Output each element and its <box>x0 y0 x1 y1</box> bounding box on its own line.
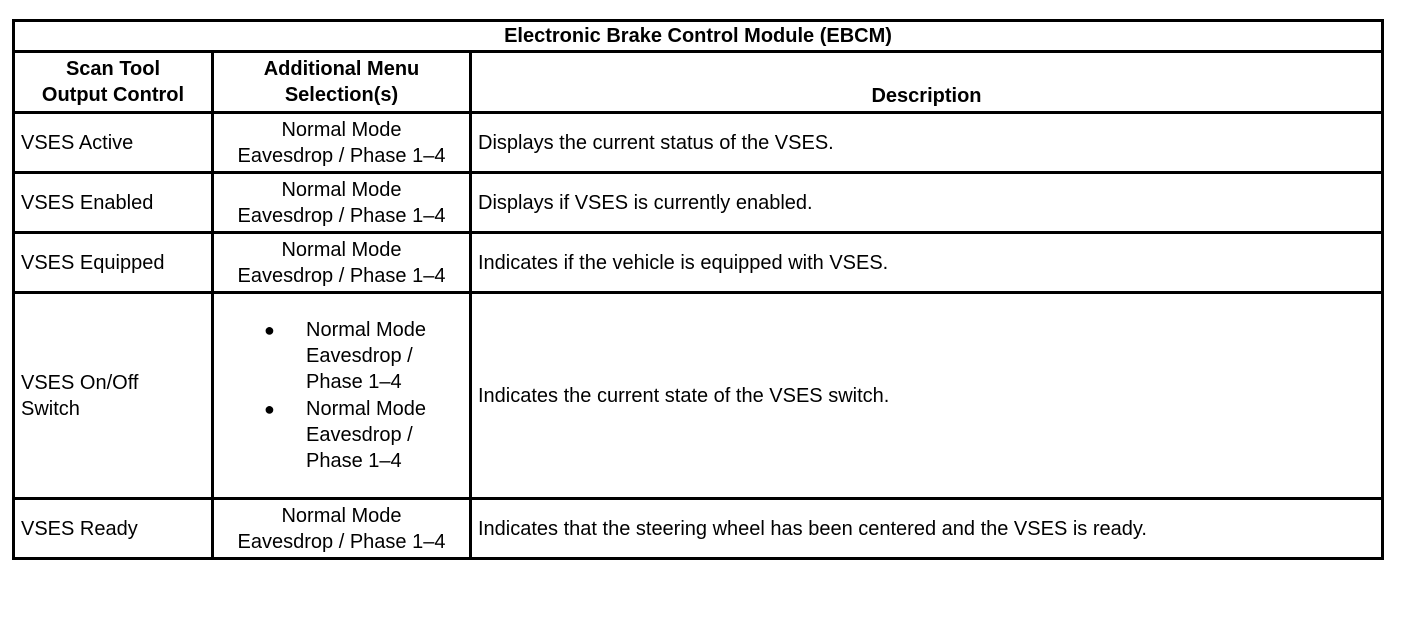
menu-bullet-list <box>220 317 463 474</box>
header-menu-line2: Selection(s) <box>284 84 399 106</box>
header-description: Description <box>471 52 1383 113</box>
table-title-row <box>14 21 1383 52</box>
bullet-dot-icon: ● <box>264 319 275 340</box>
ebcm-table <box>12 19 1384 560</box>
list-item <box>256 317 463 395</box>
row-output-control: VSES Enabled <box>14 173 213 233</box>
bullet-line2: Eavesdrop / <box>306 423 413 446</box>
table-row <box>14 293 1383 499</box>
menu-line2: Eavesdrop / Phase 1–4 <box>237 144 446 167</box>
bullet-line2: Eavesdrop / <box>306 344 413 367</box>
bullet-line1: Normal Mode <box>306 397 427 420</box>
row-description: Displays if VSES is currently enabled. <box>471 173 1383 233</box>
row-menu-selection <box>213 293 471 499</box>
table-row <box>14 499 1383 559</box>
table-row <box>14 173 1383 233</box>
menu-line2: Eavesdrop / Phase 1–4 <box>237 264 446 287</box>
row-output-control: VSES Equipped <box>14 233 213 293</box>
header-menu-selection <box>213 52 471 113</box>
bullet-line3: Phase 1–4 <box>306 370 402 393</box>
row-menu-selection <box>213 113 471 173</box>
table-title: Electronic Brake Control Module (EBCM) <box>14 21 1383 52</box>
row-description: Indicates if the vehicle is equipped with VSES. <box>471 233 1383 293</box>
menu-line1: Normal Mode <box>281 118 402 141</box>
row-description: Displays the current status of the VSES. <box>471 113 1383 173</box>
header-output-control-line1: Scan Tool <box>65 58 161 80</box>
row-menu-selection <box>213 499 471 559</box>
menu-line2: Eavesdrop / Phase 1–4 <box>237 204 446 227</box>
menu-line1: Normal Mode <box>281 504 402 527</box>
row-output-control <box>14 293 213 499</box>
row-description: Indicates that the steering wheel has been centered and the VSES is ready. <box>471 499 1383 559</box>
table-row <box>14 233 1383 293</box>
bullet-dot-icon: ● <box>264 398 275 419</box>
output-control-line1: VSES On/Off <box>21 371 139 394</box>
row-output-control: VSES Active <box>14 113 213 173</box>
table-row <box>14 113 1383 173</box>
row-menu-selection <box>213 173 471 233</box>
menu-line1: Normal Mode <box>281 178 402 201</box>
table-header-row <box>14 52 1383 113</box>
menu-line2: Eavesdrop / Phase 1–4 <box>237 530 446 553</box>
header-menu-line1: Additional Menu <box>263 58 420 80</box>
list-item <box>256 396 463 474</box>
header-output-control <box>14 52 213 113</box>
header-output-control-line2: Output Control <box>41 84 185 106</box>
menu-line1: Normal Mode <box>281 238 402 261</box>
row-menu-selection <box>213 233 471 293</box>
row-output-control: VSES Ready <box>14 499 213 559</box>
bullet-line1: Normal Mode <box>306 318 427 341</box>
bullet-line3: Phase 1–4 <box>306 449 402 472</box>
output-control-line2: Switch <box>21 397 80 420</box>
row-description: Indicates the current state of the VSES switch. <box>471 293 1383 499</box>
